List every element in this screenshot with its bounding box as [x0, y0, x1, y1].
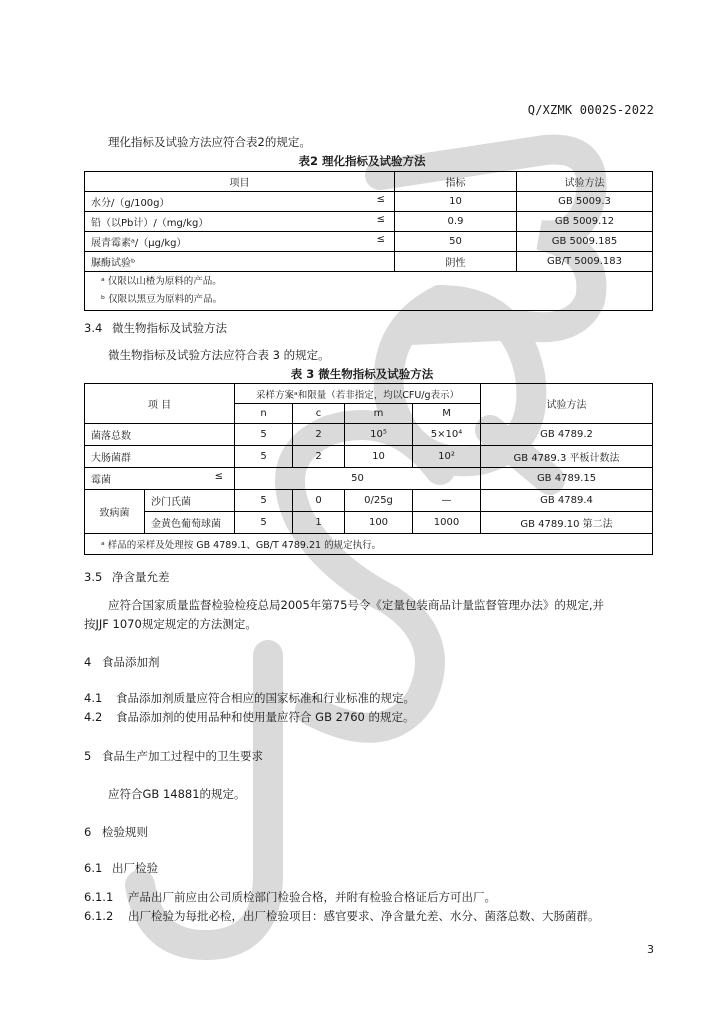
table3-note — [85, 534, 653, 555]
table3-item: 金黄色葡萄球菌 — [145, 512, 235, 534]
item-number: 4.2 — [84, 710, 103, 724]
item-number: 4.1 — [84, 691, 103, 705]
item-op: ≤ — [376, 194, 385, 205]
section-4 — [84, 654, 160, 670]
table3-n: 5 — [235, 490, 293, 512]
table-row — [85, 512, 653, 534]
table3-method: GB 4789.10 第二法 — [481, 512, 653, 534]
table2-method: GB 5009.3 — [517, 192, 653, 212]
table2-value: 0.9 — [395, 212, 517, 232]
table3-method: GB 4789.15 — [481, 468, 653, 490]
table2-header-method: 试验方法 — [517, 172, 653, 192]
item-text: 出厂检验为每批必检，出厂检验项目：感官要求、净含量允差、水分、菌落总数、大肠菌群。 — [128, 909, 600, 923]
table2-intro: 理化指标及试验方法应符合表2的规定。 — [108, 135, 311, 149]
item-label: 展青霉素ᵃ/（μg/kg） — [91, 238, 187, 249]
table2-header-row — [85, 172, 653, 192]
table2-item — [85, 212, 395, 232]
table3-item: 菌落总数 — [85, 424, 235, 446]
table3-header-m: m — [345, 404, 413, 424]
table3-item: 大肠菌群 — [85, 446, 235, 468]
table2-header-item: 项目 — [85, 172, 395, 192]
item-label: 脲酶试验ᵇ — [91, 258, 136, 269]
table2-value: 阴性 — [395, 252, 517, 272]
section-3-5 — [84, 569, 170, 585]
para-5: 应符合GB 14881的规定。 — [108, 787, 246, 801]
table3-M: 5×10⁴ — [413, 424, 481, 446]
page-number: 3 — [647, 943, 654, 956]
table3-M: — — [413, 490, 481, 512]
table3-intro: 微生物指标及试验方法应符合表 3 的规定。 — [108, 348, 330, 362]
item-text: 食品添加剂的使用品种和使用量应符合 GB 2760 的规定。 — [116, 710, 415, 724]
section-3-4 — [84, 320, 227, 336]
table3-header-c: c — [293, 404, 345, 424]
table2-method: GB 5009.12 — [517, 212, 653, 232]
table2-value: 10 — [395, 192, 517, 212]
item-4-2 — [84, 709, 415, 725]
table2-method: GB 5009.185 — [517, 232, 653, 252]
table3-header-method: 试验方法 — [481, 384, 653, 424]
table3-header-n: n — [235, 404, 293, 424]
table3-m: 0/25g — [345, 490, 413, 512]
table2-note-a: ᵃ 仅限以山楂为原料的产品。 — [101, 276, 222, 287]
item-label: 霉菌 — [91, 475, 111, 486]
table3-m: 100 — [345, 512, 413, 534]
para-3-5-line2: 按JJF 1070规定规定的方法测定。 — [84, 617, 257, 631]
table3-c: 2 — [293, 446, 345, 468]
item-4-1 — [84, 690, 415, 706]
section-number: 4 — [84, 655, 92, 669]
table3-M: 1000 — [413, 512, 481, 534]
section-number: 3.4 — [84, 321, 103, 335]
table-row — [85, 192, 653, 212]
table2-item — [85, 232, 395, 252]
table3-n: 5 — [235, 424, 293, 446]
table3-c: 2 — [293, 424, 345, 446]
section-6-1 — [84, 860, 158, 876]
section-title: 食品生产加工过程中的卫生要求 — [102, 749, 263, 763]
table-row — [85, 232, 653, 252]
table3-item — [85, 468, 235, 490]
document-code: Q/XZMK 0002S-2022 — [527, 103, 654, 117]
section-title: 出厂检验 — [112, 861, 158, 875]
table2-item — [85, 192, 395, 212]
table2 — [84, 171, 653, 311]
section-title: 食品添加剂 — [102, 655, 160, 669]
table2-note-b: ᵇ 仅限以黑豆为原料的产品。 — [101, 294, 223, 305]
table3-method: GB 4789.3 平板计数法 — [481, 446, 653, 468]
table3-header-sampling: 采样方案ᵃ和限量（若非指定，均以CFU/g表示） — [235, 384, 481, 404]
section-6 — [84, 824, 148, 840]
table3-value: 50 — [235, 468, 481, 490]
para-3-5-line1: 应符合国家质量监督检验检疫总局2005年第75号令《定量包装商品计量监督管理办法》的规定,并 — [108, 598, 605, 612]
item-op: ≤ — [376, 234, 385, 245]
table2-notes — [85, 272, 653, 311]
section-title: 检验规则 — [102, 825, 148, 839]
table3-header-M: M — [413, 404, 481, 424]
table2-notes-cell — [85, 272, 653, 311]
table-row — [85, 212, 653, 232]
table3-caption: 表 3 微生物指标及试验方法 — [290, 367, 434, 381]
table2-caption: 表2 理化指标及试验方法 — [298, 154, 426, 168]
table3-header-row-1 — [85, 384, 653, 404]
table-row — [85, 446, 653, 468]
table3 — [84, 383, 653, 555]
table3-n: 5 — [235, 446, 293, 468]
section-number: 6.1 — [84, 861, 103, 875]
section-title: 净含量允差 — [112, 570, 170, 584]
table3-item: 沙门氏菌 — [145, 490, 235, 512]
item-number: 6.1.1 — [84, 890, 114, 904]
table2-method: GB/T 5009.183 — [517, 252, 653, 272]
item-op: ≤ — [214, 471, 223, 482]
table-row — [85, 490, 653, 512]
item-text: 食品添加剂质量应符合相应的国家标准和行业标准的规定。 — [116, 691, 415, 705]
table-row — [85, 468, 653, 490]
table3-method: GB 4789.2 — [481, 424, 653, 446]
table-row — [85, 252, 653, 272]
table3-m: 10⁵ — [345, 424, 413, 446]
table3-note-cell: ᵃ 样品的采样及处理按 GB 4789.1、GB/T 4789.21 的规定执行。 — [85, 534, 653, 555]
table3-c: 1 — [293, 512, 345, 534]
section-number: 5 — [84, 749, 92, 763]
table2-item — [85, 252, 395, 272]
table3-m: 10 — [345, 446, 413, 468]
table3-n: 5 — [235, 512, 293, 534]
item-6-1-1 — [84, 889, 496, 905]
section-number: 3.5 — [84, 570, 103, 584]
table3-pathogen-label: 致病菌 — [85, 490, 145, 534]
table3-c: 0 — [293, 490, 345, 512]
table-row — [85, 424, 653, 446]
table3-header-item: 项 目 — [85, 384, 235, 424]
table3-method: GB 4789.4 — [481, 490, 653, 512]
table2-value: 50 — [395, 232, 517, 252]
item-label: 水分/（g/100g） — [91, 198, 170, 209]
item-6-1-2 — [84, 908, 600, 924]
item-text: 产品出厂前应由公司质检部门检验合格，并附有检验合格证后方可出厂。 — [128, 890, 496, 904]
item-op: ≤ — [376, 214, 385, 225]
section-5 — [84, 748, 263, 764]
item-label: 铅（以Pb计）/（mg/kg） — [91, 218, 209, 229]
table2-header-value: 指标 — [395, 172, 517, 192]
section-number: 6 — [84, 825, 92, 839]
item-number: 6.1.2 — [84, 909, 114, 923]
section-title: 微生物指标及试验方法 — [112, 321, 227, 335]
table3-M: 10² — [413, 446, 481, 468]
